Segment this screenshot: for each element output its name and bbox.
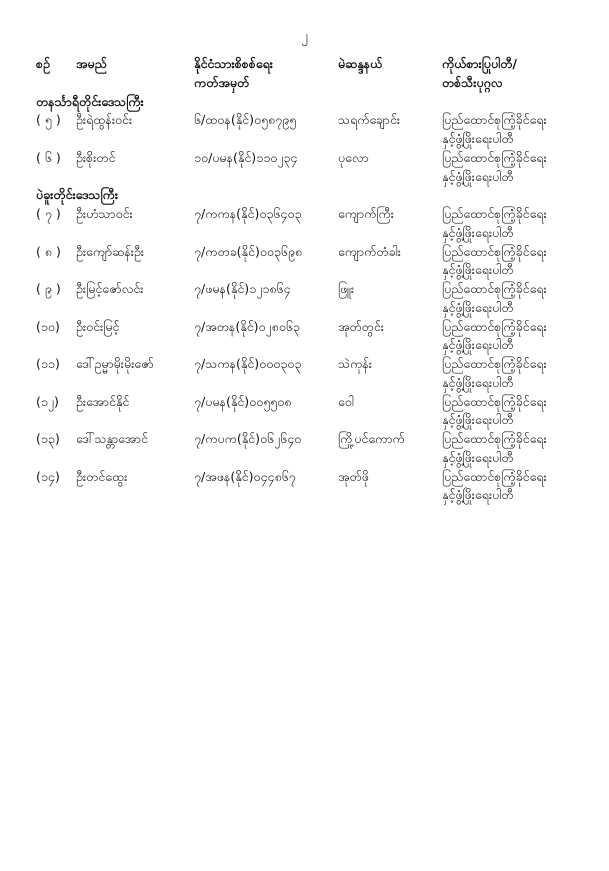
row-party <box>442 111 576 149</box>
row-party-line2: နှင့်ဖွံ့ဖြိုးရေးပါတီ <box>442 224 514 240</box>
row-party-line2: နှင့်ဖွံ့ဖြိုးရေးပါတီ <box>442 131 514 146</box>
row-party-line1: ပြည်ထောင်စုကြံ့ခိုင်ရေး <box>442 206 547 221</box>
row-party-line1: ပြည်ထောင်စုကြံ့ခိုင်ရေး <box>442 318 547 334</box>
row-party-line2: နှင့်ဖွံ့ဖြိုးရေးပါတီ <box>442 449 514 465</box>
row-name: ဦးတင်ထွေး <box>76 468 128 484</box>
row-constituency: ကြို့ပင်ကောက် <box>338 431 405 446</box>
table-header-row <box>36 55 576 93</box>
table-row <box>36 318 576 356</box>
row-no: ( ၆ ) <box>36 149 61 165</box>
header-nrc-line2: ကတ်အမှတ် <box>194 74 250 90</box>
row-party-line2: နှင့်ဖွံ့ဖြိုးရေးပါတီ <box>442 487 514 503</box>
table-row <box>36 355 576 393</box>
row-nrc: ၇/ကတခ(နိုင်)၀၀၃၆၉၈ <box>194 243 303 259</box>
section-heading-row <box>36 93 576 112</box>
table-row <box>36 280 576 318</box>
row-constituency: သရက်ချောင်း <box>338 112 401 128</box>
row-no: (၁၁) <box>36 356 60 371</box>
header-party <box>442 55 576 93</box>
row-name: ဒေါ်ဥမ္မာမိုးမိုးဇော် <box>76 356 154 371</box>
header-name: အမည် <box>76 56 107 71</box>
header-nrc <box>194 55 338 93</box>
row-party-line1: ပြည်ထောင်စုကြံ့ခိုင်ရေး <box>442 112 547 128</box>
row-party-line1: ပြည်ထောင်စုကြံ့ခိုင်ရေး <box>442 468 547 484</box>
row-party-line1: ပြည်ထောင်စုကြံ့ခိုင်ရေး <box>442 431 547 446</box>
table-row <box>36 205 576 243</box>
row-nrc: ၇/သကန(နိုင်)၀၀၀၃၀၃ <box>194 356 302 371</box>
row-nrc: ၇/ဖမန(နိုင်)၁၂၁၈၆၄ <box>194 281 291 296</box>
table-row <box>36 111 576 149</box>
row-constituency: ကျောက်တံခါး <box>338 243 401 259</box>
header-no: စဉ် <box>36 56 50 71</box>
row-no: (၁၂) <box>36 393 59 409</box>
row-no: ( ၇ ) <box>36 206 61 221</box>
row-nrc: ၁၀/ပမန(နိုင်)၁၁၀၂၃၄ <box>194 149 298 165</box>
row-name: ဦးဝင်းမြင့် <box>76 318 120 334</box>
table-row <box>36 430 576 468</box>
row-constituency: အုတ်တွင်း <box>338 318 384 334</box>
row-party <box>442 205 576 243</box>
row-name: ဒေါ်သန္တာအောင် <box>76 431 148 446</box>
candidate-table <box>36 55 576 505</box>
row-constituency: အုတ်ဖို <box>338 468 369 484</box>
row-party-line1: ပြည်ထောင်စုကြံ့ခိုင်ရေး <box>442 356 547 371</box>
document-content <box>36 55 576 505</box>
section-title: ပဲခူးတိုင်းဒေသကြီး <box>36 187 119 203</box>
page-number: ၂ <box>301 29 308 44</box>
row-party-line2: နှင့်ဖွံ့ဖြိုးရေးပါတီ <box>442 337 514 353</box>
header-party-line2: တစ်သီးပုဂ္ဂလ <box>442 74 503 90</box>
row-party <box>442 318 576 356</box>
row-constituency: ကျောက်ကြီး <box>338 206 394 221</box>
row-constituency: ဝေါ <box>338 393 354 409</box>
row-no: (၁၄) <box>36 468 60 484</box>
row-nrc: ၆/ထဝန(နိုင်)၀၅၈၇၉၅ <box>194 112 297 128</box>
row-constituency: သဲကုန်း <box>338 356 372 371</box>
row-party-line2: နှင့်ဖွံ့ဖြိုးရေးပါတီ <box>442 299 514 315</box>
table-row <box>36 243 576 281</box>
header-party-line1: ကိုယ်စားပြုပါတီ/ <box>442 56 517 71</box>
row-nrc: ၇/ကပက(နိုင်)၀၆၂၆၄၀ <box>194 431 302 446</box>
row-name: ဦးစိုးတင် <box>76 149 116 165</box>
row-party <box>442 149 576 187</box>
row-name: ဦးကျော်ဆန်းဦး <box>76 243 145 259</box>
row-no: ( ၉ ) <box>36 281 61 296</box>
row-party <box>442 355 576 393</box>
row-party <box>442 243 576 281</box>
row-party-line2: နှင့်ဖွံ့ဖြိုးရေးပါတီ <box>442 262 514 278</box>
row-party <box>442 280 576 318</box>
row-party-line2: နှင့်ဖွံ့ဖြိုးရေးပါတီ <box>442 168 514 184</box>
row-no: (၁၀) <box>36 318 60 334</box>
row-constituency: ဖြူး <box>338 281 355 296</box>
row-no: ( ၈ ) <box>36 243 61 259</box>
row-name: ဦးမြင့်ဇော်လင်း <box>76 281 144 296</box>
row-party-line2: နှင့်ဖွံ့ဖြိုးရေးပါတီ <box>442 374 514 390</box>
row-nrc: ၇/အတန(နိုင်)၀၂၈၀၆၃ <box>194 318 300 334</box>
row-no: (၁၃) <box>36 431 60 446</box>
row-name: ဦးဟံသာဝင်း <box>76 206 133 221</box>
row-party-line1: ပြည်ထောင်စုကြံ့ခိုင်ရေး <box>442 243 547 259</box>
header-nrc-line1: နိုင်ငံသားစိစစ်ရေး <box>194 56 273 71</box>
row-nrc: ၇/ကကန(နိုင်)၀၃၆၄၀၃ <box>194 206 302 221</box>
header-constituency: မဲဆန္ဒနယ် <box>338 56 383 71</box>
row-party <box>442 468 576 506</box>
table-row <box>36 468 576 506</box>
row-nrc: ၇/ပမန(နိုင်)၀၀၅၅၀၈ <box>194 393 292 409</box>
row-nrc: ၇/အဖန(နိုင်)၀၄၄၈၆၇ <box>194 468 296 484</box>
row-constituency: ပုလော <box>338 149 369 165</box>
section-title: တနင်္သာရီတိုင်းဒေသကြီး <box>36 93 144 109</box>
row-party-line2: နှင့်ဖွံ့ဖြိုးရေးပါတီ <box>442 412 514 428</box>
row-party-line1: ပြည်ထောင်စုကြံ့ခိုင်ရေး <box>442 393 547 409</box>
row-no: ( ၅ ) <box>36 112 61 128</box>
row-name: ဦးရဲထွန်းဝင်း <box>76 112 133 128</box>
row-party-line1: ပြည်ထောင်စုကြံ့ခိုင်ရေး <box>442 281 547 296</box>
row-party-line1: ပြည်ထောင်စုကြံ့ခိုင်ရေး <box>442 149 547 165</box>
row-name: ဦးအောင်နိုင် <box>76 393 130 409</box>
section-heading-row <box>36 186 576 205</box>
table-row <box>36 393 576 431</box>
row-party <box>442 430 576 468</box>
row-party <box>442 393 576 431</box>
table-row <box>36 149 576 187</box>
table-body <box>36 55 576 505</box>
